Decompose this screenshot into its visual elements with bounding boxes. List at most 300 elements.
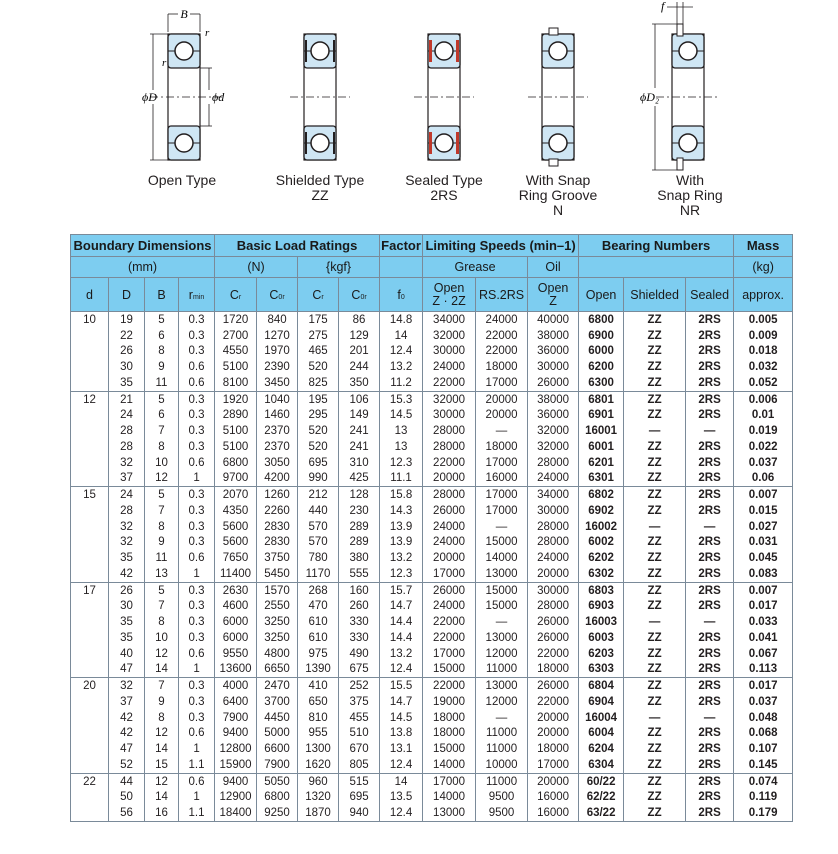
open-type-diagram [142,7,225,160]
cell-mass: 0.107 [734,741,793,757]
table-row [71,535,793,551]
cell-se: 2RS [686,455,734,471]
cell-c0rk: 330 [339,630,380,646]
table-row [71,439,793,455]
cell-se: 2RS [686,312,734,328]
cell-crk: 610 [298,614,339,630]
cell-r: 0.3 [179,614,215,630]
cell-oil: 17000 [528,757,579,773]
cell-open: 6200 [579,359,624,375]
cell-oil: 16000 [528,790,579,806]
cell-d: 32 [109,535,145,551]
cell-r: 1 [179,790,215,806]
table-row [71,312,793,328]
cell-mass: 0.007 [734,582,793,598]
cell-mass: 0.017 [734,599,793,615]
cell-c0rk: 289 [339,535,380,551]
cell-g1: 30000 [423,408,476,424]
cell-g2: 22000 [476,344,528,360]
cell-cr: 4600 [215,599,257,615]
cell-c0rk: 675 [339,662,380,678]
cell-g1: 22000 [423,614,476,630]
cell-cr: 8100 [215,375,257,391]
cell-d [71,408,109,424]
unit-grease: Grease [423,257,528,278]
cell-c0rk: 244 [339,359,380,375]
cell-c0r: 2260 [257,503,298,519]
cell-g1: 18000 [423,710,476,726]
cell-oil: 26000 [528,375,579,391]
cell-mass: 0.007 [734,487,793,503]
cell-r: 1.1 [179,805,215,821]
cell-c0r: 2830 [257,535,298,551]
cell-open: 16004 [579,710,624,726]
cell-g1: 14000 [423,790,476,806]
unit-bearing-empty [579,257,734,278]
cell-sh: ZZ [624,678,686,694]
shielded-type-diagram [290,34,350,160]
cell-open: 6902 [579,503,624,519]
cell-d [71,519,109,535]
table-row [71,694,793,710]
cell-open: 60/22 [579,773,624,789]
cell-f0: 12.3 [380,566,423,582]
cell-g2: 16000 [476,471,528,487]
cell-se: 2RS [686,630,734,646]
cell-d [71,646,109,662]
cell-g2: 12000 [476,694,528,710]
cell-d [71,455,109,471]
cell-f0: 13.5 [380,790,423,806]
cell-d: 26 [109,582,145,598]
cell-se: 2RS [686,391,734,407]
header-limiting-speeds: Limiting Speeds (min–1) [423,235,579,257]
cell-g2: 17000 [476,455,528,471]
cell-c0r: 3250 [257,614,298,630]
cell-crk: 650 [298,694,339,710]
cell-crk: 520 [298,439,339,455]
cell-se: 2RS [686,550,734,566]
label-r1: r [205,27,210,39]
cell-se: 2RS [686,503,734,519]
cell-cr: 1920 [215,391,257,407]
cell-g1: 28000 [423,423,476,439]
cell-d: 42 [109,726,145,742]
cell-open: 62/22 [579,790,624,806]
cell-b: 7 [145,503,179,519]
cell-sh: ZZ [624,391,686,407]
cell-b: 6 [145,328,179,344]
cell-oil: 40000 [528,312,579,328]
cell-g1: 34000 [423,312,476,328]
cell-cr: 9550 [215,646,257,662]
cell-g2: 17000 [476,375,528,391]
cell-f0: 14.5 [380,710,423,726]
cell-c0r: 1040 [257,391,298,407]
cell-f0: 13.1 [380,741,423,757]
cell-c0r: 2390 [257,359,298,375]
cell-oil: 20000 [528,773,579,789]
cell-cr: 7900 [215,710,257,726]
cell-se: — [686,423,734,439]
cell-sh: ZZ [624,328,686,344]
cell-d: 15 [71,487,109,503]
cell-oil: 18000 [528,741,579,757]
table-row [71,375,793,391]
cell-crk: 195 [298,391,339,407]
cell-c0rk: 805 [339,757,380,773]
cell-f0: 13 [380,423,423,439]
header-mass: Mass [734,235,793,257]
cell-c0r: 3450 [257,375,298,391]
cell-cr: 5100 [215,359,257,375]
cell-b: 7 [145,599,179,615]
cell-oil: 24000 [528,550,579,566]
cell-d: 17 [71,582,109,598]
cell-d [71,439,109,455]
cell-f0: 13.2 [380,646,423,662]
cell-cr: 4000 [215,678,257,694]
cell-crk: 810 [298,710,339,726]
table-row [71,773,793,789]
cell-d: 42 [109,566,145,582]
cell-mass: 0.01 [734,408,793,424]
cell-f0: 14.8 [380,312,423,328]
cell-open: 6304 [579,757,624,773]
cell-d [71,662,109,678]
cell-d: 26 [109,344,145,360]
cell-b: 8 [145,710,179,726]
col-c0r-n: C0r [257,278,298,312]
cell-b: 6 [145,408,179,424]
cell-mass: 0.022 [734,439,793,455]
cell-g1: 30000 [423,344,476,360]
cell-g2: 18000 [476,359,528,375]
cell-d: 37 [109,694,145,710]
cell-oil: 26000 [528,630,579,646]
cell-crk: 570 [298,535,339,551]
cell-sh: ZZ [624,550,686,566]
cell-r: 1 [179,471,215,487]
col-sealed: Sealed [686,278,734,312]
cell-oil: 20000 [528,710,579,726]
cell-f0: 12.3 [380,455,423,471]
cell-open: 6904 [579,694,624,710]
cell-open: 6003 [579,630,624,646]
cell-f0: 12.4 [380,662,423,678]
cell-open: 6302 [579,566,624,582]
cell-f0: 11.1 [380,471,423,487]
cell-mass: 0.033 [734,614,793,630]
cell-g1: 24000 [423,359,476,375]
cell-se: 2RS [686,566,734,582]
cell-g2: 11000 [476,773,528,789]
cell-cr: 2070 [215,487,257,503]
cell-f0: 12.4 [380,344,423,360]
cell-d [71,550,109,566]
cell-c0r: 5000 [257,726,298,742]
cell-b: 13 [145,566,179,582]
cell-g2: 15000 [476,599,528,615]
cell-sh: ZZ [624,535,686,551]
cell-d [71,710,109,726]
cell-c0rk: 380 [339,550,380,566]
cell-d: 37 [109,471,145,487]
unit-oil: Oil [528,257,579,278]
cell-sh: ZZ [624,566,686,582]
cell-g2: — [476,423,528,439]
cell-oil: 30000 [528,582,579,598]
cell-c0rk: 490 [339,646,380,662]
cell-crk: 960 [298,773,339,789]
table-row [71,710,793,726]
col-b: B [145,278,179,312]
cell-crk: 1320 [298,790,339,806]
caption-open-type: Open Type [147,172,217,188]
cell-crk: 780 [298,550,339,566]
cell-r: 1 [179,741,215,757]
cell-b: 12 [145,773,179,789]
cell-r: 0.3 [179,503,215,519]
cell-f0: 13.9 [380,535,423,551]
cell-g1: 26000 [423,582,476,598]
table-row [71,726,793,742]
table-row [71,471,793,487]
cell-open: 6002 [579,535,624,551]
table-row [71,678,793,694]
cell-sh: ZZ [624,773,686,789]
cell-c0r: 3750 [257,550,298,566]
cell-crk: 268 [298,582,339,598]
cell-oil: 32000 [528,439,579,455]
sealed-type-diagram [414,34,474,160]
cell-g1: 24000 [423,535,476,551]
cell-open: 6001 [579,439,624,455]
cell-se: 2RS [686,535,734,551]
cell-d: 24 [109,487,145,503]
cell-f0: 13.8 [380,726,423,742]
cell-d: 22 [71,773,109,789]
cell-r: 0.3 [179,391,215,407]
cell-crk: 275 [298,328,339,344]
cell-open: 6303 [579,662,624,678]
cell-b: 12 [145,471,179,487]
cell-g2: — [476,614,528,630]
cell-c0rk: 310 [339,455,380,471]
cell-d [71,423,109,439]
col-d: d [71,278,109,312]
cell-cr: 12900 [215,790,257,806]
cell-r: 0.3 [179,312,215,328]
cell-cr: 1720 [215,312,257,328]
cell-d [71,630,109,646]
cell-sh: ZZ [624,455,686,471]
cell-c0rk: 260 [339,599,380,615]
cell-sh: ZZ [624,790,686,806]
cell-g1: 14000 [423,757,476,773]
cell-g2: 18000 [476,439,528,455]
cell-mass: 0.083 [734,566,793,582]
cell-mass: 0.113 [734,662,793,678]
cell-g1: 22000 [423,678,476,694]
cell-g2: 13000 [476,630,528,646]
cell-c0rk: 230 [339,503,380,519]
unit-n: (N) [215,257,298,278]
cell-mass: 0.041 [734,630,793,646]
cell-mass: 0.018 [734,344,793,360]
cell-d: 28 [109,423,145,439]
cell-d: 12 [71,391,109,407]
cell-r: 0.3 [179,710,215,726]
cell-cr: 4350 [215,503,257,519]
cell-sh: ZZ [624,344,686,360]
cell-c0r: 7900 [257,757,298,773]
col-r-min: rmin [179,278,215,312]
table-row [71,455,793,471]
cell-r: 0.6 [179,359,215,375]
table-row [71,614,793,630]
table-row [71,757,793,773]
cell-d: 35 [109,614,145,630]
cell-b: 5 [145,487,179,503]
cell-crk: 610 [298,630,339,646]
cell-open: 16003 [579,614,624,630]
caption-sealed-type: Sealed Type 2RS [405,172,483,203]
cell-oil: 26000 [528,614,579,630]
label-phi-d-inner: ϕd [212,90,225,104]
cell-sh: ZZ [624,503,686,519]
cell-r: 0.6 [179,773,215,789]
cell-f0: 15.8 [380,487,423,503]
cell-d: 56 [109,805,145,821]
cell-open: 6804 [579,678,624,694]
cell-open: 6803 [579,582,624,598]
cell-d [71,694,109,710]
cell-open: 16001 [579,423,624,439]
cell-se: — [686,710,734,726]
cell-sh: ZZ [624,471,686,487]
cell-g2: 22000 [476,328,528,344]
cell-se: 2RS [686,328,734,344]
cell-d: 32 [109,519,145,535]
cell-g1: 28000 [423,439,476,455]
cell-c0r: 1460 [257,408,298,424]
cell-c0r: 5050 [257,773,298,789]
cell-c0r: 6800 [257,790,298,806]
cell-f0: 15.5 [380,678,423,694]
label-phi-d-outer: ϕD [142,90,157,104]
cell-c0r: 2470 [257,678,298,694]
cell-g1: 28000 [423,487,476,503]
table-row [71,359,793,375]
cell-mass: 0.019 [734,423,793,439]
cell-g1: 19000 [423,694,476,710]
cell-g2: 11000 [476,741,528,757]
cell-b: 9 [145,359,179,375]
col-shielded: Shielded [624,278,686,312]
cell-d [71,757,109,773]
cell-g2: — [476,710,528,726]
cell-c0r: 1570 [257,582,298,598]
cell-g2: 11000 [476,662,528,678]
cell-d [71,599,109,615]
cell-open: 6901 [579,408,624,424]
cell-oil: 30000 [528,503,579,519]
table-row [71,566,793,582]
cell-oil: 28000 [528,519,579,535]
cell-d: 47 [109,741,145,757]
cell-cr: 5100 [215,423,257,439]
table-row [71,487,793,503]
cell-mass: 0.045 [734,550,793,566]
cell-d: 22 [109,328,145,344]
cell-open: 63/22 [579,805,624,821]
table-row [71,519,793,535]
cell-f0: 14 [380,328,423,344]
cell-mass: 0.009 [734,328,793,344]
unit-kg: (kg) [734,257,793,278]
cell-oil: 28000 [528,535,579,551]
snap-ring-groove-diagram [528,28,588,166]
cell-b: 9 [145,535,179,551]
cell-crk: 695 [298,455,339,471]
cell-d [71,471,109,487]
cell-r: 0.3 [179,630,215,646]
col-approx: approx. [734,278,793,312]
cell-g1: 24000 [423,519,476,535]
cell-b: 16 [145,805,179,821]
cell-sh: ZZ [624,694,686,710]
cell-b: 9 [145,694,179,710]
cell-sh: ZZ [624,375,686,391]
cell-crk: 520 [298,359,339,375]
cell-c0rk: 160 [339,582,380,598]
cell-f0: 12.4 [380,805,423,821]
cell-g1: 18000 [423,726,476,742]
caption-snap-ring: With Snap Ring NR [657,172,723,218]
cell-crk: 520 [298,423,339,439]
cell-open: 6300 [579,375,624,391]
cell-b: 11 [145,375,179,391]
cell-b: 14 [145,741,179,757]
unit-factor-empty [380,257,423,278]
cell-c0rk: 129 [339,328,380,344]
cell-se: 2RS [686,646,734,662]
cell-open: 6204 [579,741,624,757]
cell-se: 2RS [686,359,734,375]
cell-r: 0.3 [179,344,215,360]
cell-crk: 465 [298,344,339,360]
cell-d: 35 [109,375,145,391]
cell-cr: 15900 [215,757,257,773]
cell-f0: 13.2 [380,550,423,566]
cell-crk: 1170 [298,566,339,582]
cell-open: 16002 [579,519,624,535]
cell-c0r: 4800 [257,646,298,662]
label-phi-d2: ϕD₂ [640,90,660,104]
cell-mass: 0.015 [734,503,793,519]
cell-b: 5 [145,582,179,598]
cell-c0r: 840 [257,312,298,328]
cell-se: 2RS [686,757,734,773]
cell-sh: — [624,519,686,535]
cell-f0: 14.4 [380,630,423,646]
cell-g2: 15000 [476,582,528,598]
cell-sh: — [624,710,686,726]
cell-open: 6201 [579,455,624,471]
cell-g2: 20000 [476,391,528,407]
cell-cr: 13600 [215,662,257,678]
